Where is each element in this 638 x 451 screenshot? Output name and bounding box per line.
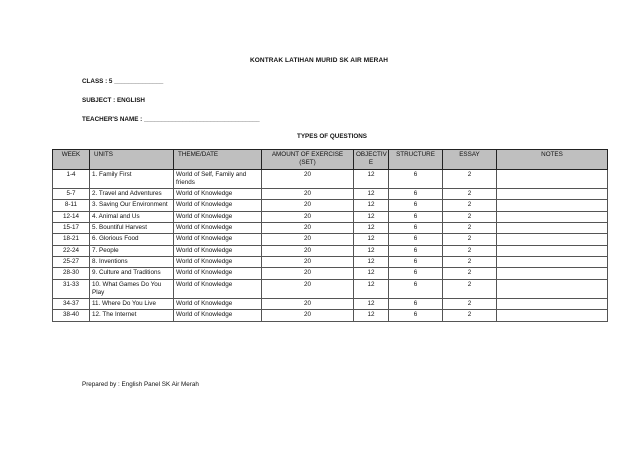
cell-unit: 8. Inventions [90, 256, 174, 267]
cell-essay: 2 [443, 279, 497, 299]
cell-structure: 6 [389, 169, 443, 189]
cell-essay: 2 [443, 189, 497, 200]
table-row [53, 268, 608, 279]
cell-objective: 12 [354, 223, 389, 234]
cell-objective: 12 [354, 279, 389, 299]
header-units: UNITS [90, 150, 174, 170]
header-amount-of-exercise: AMOUNT OF EXERCISE (SET) [262, 150, 354, 170]
cell-unit: 4. Animal and Us [90, 211, 174, 222]
header-structure: STRUCTURE [389, 150, 443, 170]
cell-notes [497, 223, 608, 234]
cell-unit: 2. Travel and Adventures [90, 189, 174, 200]
cell-unit: 1. Family First [90, 169, 174, 189]
cell-unit: 3. Saving Our Environment [90, 200, 174, 211]
cell-theme: World of Knowledge [174, 299, 262, 310]
table-row [53, 189, 608, 200]
cell-amount: 20 [262, 299, 354, 310]
cell-notes [497, 310, 608, 321]
cell-structure: 6 [389, 234, 443, 245]
cell-notes [497, 234, 608, 245]
cell-notes [497, 200, 608, 211]
cell-week: 12-14 [53, 211, 90, 222]
cell-theme: World of Knowledge [174, 245, 262, 256]
cell-theme: World of Knowledge [174, 223, 262, 234]
cell-notes [497, 169, 608, 189]
cell-unit: 11. Where Do You Live [90, 299, 174, 310]
cell-essay: 2 [443, 299, 497, 310]
cell-theme: World of Knowledge [174, 279, 262, 299]
cell-unit: 7. People [90, 245, 174, 256]
cell-unit: 6. Glorious Food [90, 234, 174, 245]
cell-notes [497, 256, 608, 267]
class-field: CLASS : 5 ______________ [82, 78, 164, 85]
cell-theme: World of Knowledge [174, 211, 262, 222]
cell-week: 22-24 [53, 245, 90, 256]
cell-structure: 6 [389, 299, 443, 310]
cell-week: 8-11 [53, 200, 90, 211]
cell-essay: 2 [443, 211, 497, 222]
cell-notes [497, 189, 608, 200]
cell-amount: 20 [262, 223, 354, 234]
table-header-row [53, 150, 608, 170]
types-of-questions-header: TYPES OF QUESTIONS [297, 133, 367, 140]
cell-objective: 12 [354, 189, 389, 200]
cell-structure: 6 [389, 268, 443, 279]
cell-structure: 6 [389, 245, 443, 256]
cell-structure: 6 [389, 200, 443, 211]
cell-amount: 20 [262, 256, 354, 267]
cell-week: 38-40 [53, 310, 90, 321]
table-row [53, 279, 608, 299]
table-row [53, 169, 608, 189]
cell-theme: World of Knowledge [174, 234, 262, 245]
cell-unit: 9. Culture and Traditions [90, 268, 174, 279]
teacher-name-field: TEACHER'S NAME : _________________________________ [82, 116, 260, 123]
cell-essay: 2 [443, 200, 497, 211]
cell-theme: World of Knowledge [174, 189, 262, 200]
cell-objective: 12 [354, 256, 389, 267]
table-row [53, 211, 608, 222]
cell-theme: World of Knowledge [174, 256, 262, 267]
header-theme-date: THEME/DATE [174, 150, 262, 170]
cell-amount: 20 [262, 211, 354, 222]
cell-objective: 12 [354, 245, 389, 256]
cell-essay: 2 [443, 223, 497, 234]
table-row [53, 234, 608, 245]
header-objective: OBJECTIV E [354, 150, 389, 170]
prepared-by-note: Prepared by : English Panel SK Air Merah [82, 381, 199, 388]
cell-notes [497, 299, 608, 310]
cell-structure: 6 [389, 211, 443, 222]
cell-objective: 12 [354, 200, 389, 211]
table-row [53, 200, 608, 211]
cell-notes [497, 245, 608, 256]
subject-field: SUBJECT : ENGLISH [82, 97, 145, 104]
cell-essay: 2 [443, 268, 497, 279]
header-essay: ESSAY [443, 150, 497, 170]
cell-theme: World of Knowledge [174, 268, 262, 279]
cell-amount: 20 [262, 234, 354, 245]
table-row [53, 299, 608, 310]
cell-unit: 5. Bountiful Harvest [90, 223, 174, 234]
cell-notes [497, 211, 608, 222]
cell-essay: 2 [443, 234, 497, 245]
header-notes: NOTES [497, 150, 608, 170]
cell-essay: 2 [443, 256, 497, 267]
exercise-contract-table [52, 149, 608, 322]
cell-objective: 12 [354, 211, 389, 222]
table-row [53, 310, 608, 321]
table-row [53, 256, 608, 267]
cell-amount: 20 [262, 169, 354, 189]
cell-notes [497, 268, 608, 279]
cell-objective: 12 [354, 299, 389, 310]
cell-notes [497, 279, 608, 299]
cell-week: 31-33 [53, 279, 90, 299]
cell-structure: 6 [389, 189, 443, 200]
cell-week: 15-17 [53, 223, 90, 234]
table-body [53, 169, 608, 321]
cell-objective: 12 [354, 234, 389, 245]
table-row [53, 245, 608, 256]
cell-objective: 12 [354, 169, 389, 189]
cell-amount: 20 [262, 310, 354, 321]
cell-amount: 20 [262, 245, 354, 256]
cell-structure: 6 [389, 223, 443, 234]
cell-week: 25-27 [53, 256, 90, 267]
cell-week: 1-4 [53, 169, 90, 189]
table-row [53, 223, 608, 234]
cell-week: 28-30 [53, 268, 90, 279]
cell-theme: World of Knowledge [174, 200, 262, 211]
cell-amount: 20 [262, 200, 354, 211]
cell-structure: 6 [389, 256, 443, 267]
cell-amount: 20 [262, 279, 354, 299]
cell-week: 5-7 [53, 189, 90, 200]
cell-amount: 20 [262, 189, 354, 200]
cell-amount: 20 [262, 268, 354, 279]
cell-objective: 12 [354, 268, 389, 279]
cell-essay: 2 [443, 310, 497, 321]
cell-unit: 12. The Internet [90, 310, 174, 321]
cell-unit: 10. What Games Do You Play [90, 279, 174, 299]
cell-objective: 12 [354, 310, 389, 321]
cell-theme: World of Knowledge [174, 310, 262, 321]
header-week: WEEK [53, 150, 90, 170]
cell-essay: 2 [443, 169, 497, 189]
cell-structure: 6 [389, 310, 443, 321]
cell-week: 18-21 [53, 234, 90, 245]
cell-theme: World of Self, Family and friends [174, 169, 262, 189]
cell-week: 34-37 [53, 299, 90, 310]
cell-essay: 2 [443, 245, 497, 256]
document-title: KONTRAK LATIHAN MURID SK AIR MERAH [249, 57, 389, 64]
cell-structure: 6 [389, 279, 443, 299]
